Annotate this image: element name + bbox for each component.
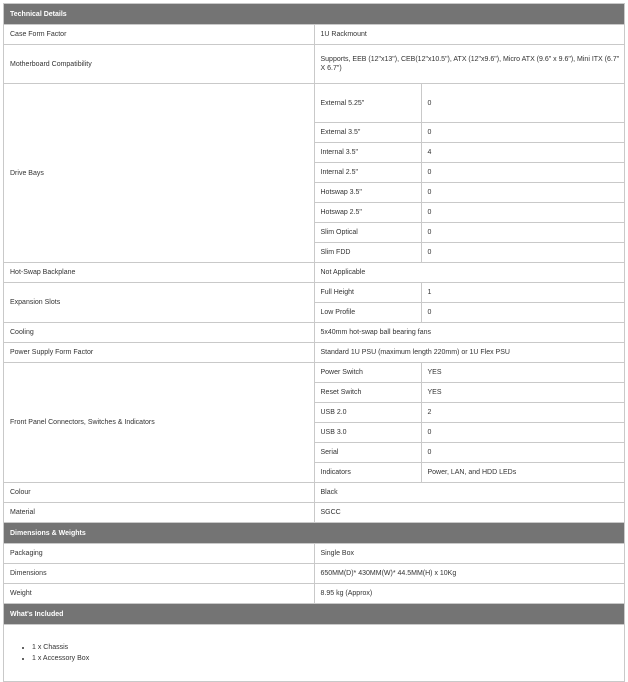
expansion-subtable-cell [314, 283, 625, 323]
sub-label: Reset Switch [315, 383, 422, 403]
row-value: 8.95 kg (Approx) [314, 584, 625, 604]
subtable-row [315, 223, 625, 243]
sub-label: Hotswap 3.5" [315, 183, 422, 203]
spec-row-backplane [4, 263, 625, 283]
spec-row-packaging [4, 544, 625, 564]
subtable-row [315, 443, 625, 463]
sub-value: 0 [421, 223, 624, 243]
front-panel-subtable [315, 363, 625, 482]
subtable-row [315, 463, 625, 483]
sub-value: 0 [421, 423, 624, 443]
included-row [4, 625, 625, 682]
sub-label: Power Switch [315, 363, 422, 383]
subtable-row [315, 403, 625, 423]
sub-value: 0 [421, 443, 624, 463]
sub-label: Full Height [315, 283, 422, 303]
sub-label: USB 3.0 [315, 423, 422, 443]
section-header-dimensions [4, 523, 625, 544]
spec-row-expansion-slots [4, 283, 625, 323]
sub-value: Power, LAN, and HDD LEDs [427, 469, 517, 476]
spec-row-dimensions [4, 564, 625, 584]
row-value: Not Applicable [314, 263, 625, 283]
subtable-row [315, 423, 625, 443]
row-value: Supports, EEB (12"x13"), CEB(12"x10.5"), ATX (12"x9.6"), Micro ATX (9.6" x 9.6"), Mini ITX (6.7" X 6.7") [314, 45, 625, 84]
spec-row-drive-bays [4, 84, 625, 263]
sub-value: 2 [421, 403, 624, 423]
row-value: Standard 1U PSU (maximum length 220mm) or 1U Flex PSU [314, 343, 625, 363]
sub-value: 0 [421, 84, 624, 123]
list-item: • 1 x Accessory Box [32, 653, 624, 664]
sub-value: YES [421, 383, 624, 403]
row-value: 650MM(D)* 430MM(W)* 44.5MM(H) x 10Kg [314, 564, 625, 584]
front-panel-subtable-cell [314, 363, 625, 483]
sub-label: Hotswap 2.5" [315, 203, 422, 223]
sub-value: 0 [427, 249, 432, 256]
row-label: Weight [4, 584, 315, 604]
subtable-row [315, 363, 625, 383]
subtable-row [315, 143, 625, 163]
subtable-row [315, 283, 625, 303]
sub-value: 0 [421, 123, 624, 143]
spec-row-motherboard [4, 45, 625, 84]
sub-value: 0 [421, 163, 624, 183]
expansion-subtable [315, 283, 625, 322]
sub-label: Slim FDD [315, 243, 422, 263]
row-label: Case Form Factor [4, 25, 315, 45]
sub-label: USB 2.0 [315, 403, 422, 423]
spec-row-colour [4, 483, 625, 503]
sub-value: 0 [421, 183, 624, 203]
spec-sheet [3, 3, 625, 682]
row-label: Hot-Swap Backplane [4, 263, 315, 283]
sub-label: Internal 2.5" [315, 163, 422, 183]
row-value: Single Box [314, 544, 625, 564]
row-label: Power Supply Form Factor [4, 343, 315, 363]
spec-row-front-panel [4, 363, 625, 483]
row-label: Packaging [4, 544, 315, 564]
subtable-row [315, 243, 625, 263]
row-label: Expansion Slots [4, 283, 315, 323]
subtable-row [315, 303, 625, 323]
subtable-row [315, 163, 625, 183]
sub-label: Internal 3.5" [315, 143, 422, 163]
list-item: • 1 x Chassis [32, 642, 624, 653]
sub-value: YES [421, 363, 624, 383]
row-value: Black [314, 483, 625, 503]
row-label: Front Panel Connectors, Switches & Indicators [4, 363, 315, 483]
section-title: What's Included [4, 604, 625, 625]
subtable-row [315, 123, 625, 143]
subtable-row [315, 183, 625, 203]
row-label: Colour [4, 483, 315, 503]
row-value: 1U Rackmount [314, 25, 625, 45]
sub-label: Indicators [315, 463, 422, 483]
row-value: SGCC [314, 503, 625, 523]
section-header-technical [4, 4, 625, 25]
row-label: Motherboard Compatibility [4, 45, 315, 84]
subtable-row [315, 84, 625, 123]
sub-value: 4 [421, 143, 624, 163]
sub-label: Low Profile [315, 303, 422, 323]
spec-row-weight [4, 584, 625, 604]
section-title: Dimensions & Weights [4, 523, 625, 544]
section-title: Technical Details [4, 4, 625, 25]
spec-row-material [4, 503, 625, 523]
sub-label: Serial [315, 443, 422, 463]
row-label: Dimensions [4, 564, 315, 584]
section-header-included [4, 604, 625, 625]
sub-value: 0 [427, 309, 432, 316]
sub-label: External 3.5" [315, 123, 422, 143]
spec-row-psu [4, 343, 625, 363]
drive-bays-subtable [315, 84, 625, 262]
included-list [10, 642, 624, 664]
sub-value: 1 [421, 283, 624, 303]
sub-value: 0 [421, 203, 624, 223]
row-label: Drive Bays [4, 84, 315, 263]
drive-bays-subtable-cell [314, 84, 625, 263]
included-cell [4, 625, 625, 682]
spec-row-case-form-factor [4, 25, 625, 45]
row-label: Cooling [4, 323, 315, 343]
spec-table [3, 3, 625, 682]
subtable-row [315, 203, 625, 223]
subtable-row [315, 383, 625, 403]
row-label: Material [4, 503, 315, 523]
sub-label: Slim Optical [315, 223, 422, 243]
row-value: 5x40mm hot-swap ball bearing fans [314, 323, 625, 343]
spec-row-cooling [4, 323, 625, 343]
sub-label: External 5.25" [315, 84, 422, 123]
